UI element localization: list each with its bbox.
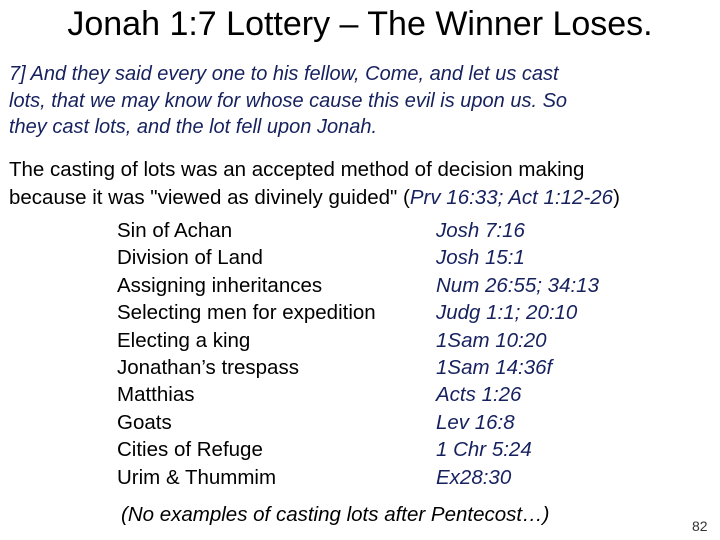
example-reference: 1 Chr 5:24 [436,438,532,462]
example-label: Assigning inheritances [117,273,323,297]
verse-quote [9,61,714,141]
list-item [117,217,677,244]
example-reference: Ex28:30 [436,465,512,489]
list-item [117,354,677,381]
intro-paragraph [9,156,719,212]
verse-line: they cast lots, and the lot fell upon Jonah. [9,116,378,138]
verse-line: lots, that we may know for whose cause this evil is upon us. So [9,89,568,112]
example-label: Electing a king [117,328,251,352]
list-item [117,299,677,326]
list-item [117,244,677,271]
example-label: Goats [117,410,172,434]
list-item [117,464,677,491]
example-reference: Josh 7:16 [436,219,525,242]
example-label: Sin of Achan [117,219,233,242]
example-reference: 1Sam 14:36f [436,355,553,379]
intro-line [9,184,719,212]
example-label: Matthias [117,383,195,407]
example-label: Division of Land [117,246,263,270]
intro-text-close: ) [613,186,620,209]
examples-list [117,217,677,491]
example-reference: Judg 1:1; 20:10 [436,301,578,325]
example-reference: Acts 1:26 [436,383,522,407]
example-reference: Num 26:55; 34:13 [436,273,599,297]
list-item [117,272,677,299]
list-item [117,327,677,354]
footnote: (No examples of casting lots after Pentecost…) [121,503,550,526]
example-label: Cities of Refuge [117,438,263,462]
verse-line: 7] And they said every one to his fellow, Come, and let us cast [9,63,559,85]
list-item [117,381,677,408]
slide-title: Jonah 1:7 Lottery – The Winner Loses. [67,5,653,43]
intro-text: because it was "viewed as divinely guided" ( [9,186,410,209]
example-label: Jonathan’s trespass [117,355,299,379]
example-reference: Josh 15:1 [436,246,525,270]
example-reference: 1Sam 10:20 [436,328,547,352]
example-label: Urim & Thummim [117,465,277,489]
example-reference: Lev 16:8 [436,410,515,434]
list-item [117,409,677,436]
page-number: 82 [692,518,708,534]
list-item [117,436,677,463]
intro-line: The casting of lots was an accepted method of decision making [9,158,585,181]
intro-scripture-reference: Prv 16:33; Act 1:12-26 [409,186,614,209]
example-label: Selecting men for expedition [117,301,376,325]
